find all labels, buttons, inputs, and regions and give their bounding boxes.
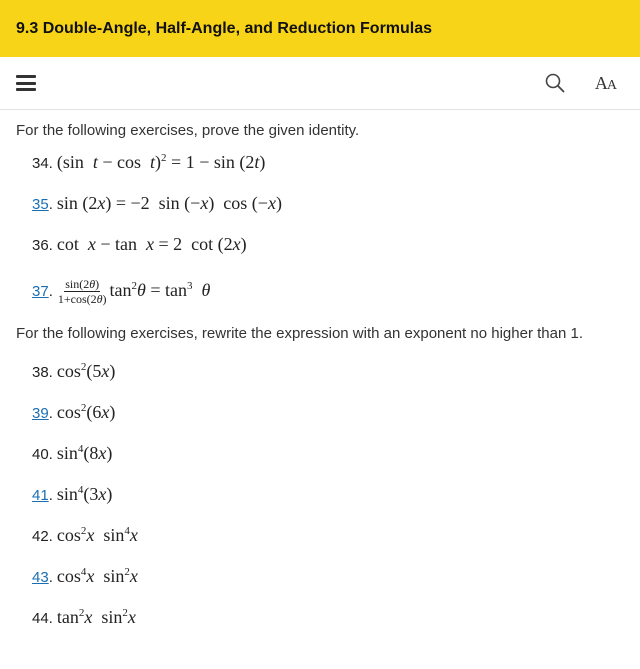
exercise-35: 35 . sin (2x) = −2 sin (−x) cos (−x) — [16, 183, 624, 224]
section-intro: For the following exercises, prove the given identity. — [16, 122, 360, 139]
page-title: 9.3 Double-Angle, Half-Angle, and Reduction Formulas — [16, 19, 433, 37]
exercise-link[interactable]: 41 — [32, 487, 49, 504]
exercise-42 — [16, 515, 624, 556]
exercise-43: 43 . $\cos^4x$ $\sin^2x$ — [16, 556, 624, 597]
exercise-math: cot x − tan x = 2 cot (2x) — [56, 234, 247, 254]
exercise-math: $\cos^4x$ $\sin^2x$ — [56, 566, 138, 586]
exercise-41: 41 . $\sin^4(3x)$ — [16, 474, 624, 515]
exercise-37: 37 . $\frac{\sin(2\theta)}{1+\cos(2\theta)}$ $\tan^2\theta = \tan^3 \theta$ — [16, 265, 624, 315]
book-header — [0, 0, 640, 57]
exercise-36 — [16, 224, 624, 265]
exercise-38 — [16, 351, 624, 392]
section-intro: For the following exercises, rewrite the expression with an exponent no higher than 1. — [16, 325, 583, 342]
exercise-link[interactable]: 43 — [32, 569, 49, 586]
reader-toolbar — [0, 57, 640, 110]
exercise-number: 44. — [32, 610, 53, 627]
exercise-34 — [16, 142, 624, 183]
exercise-math: $\cos^2x$ $\sin^4x$ — [56, 525, 138, 545]
exercise-content — [0, 110, 640, 638]
exercise-link[interactable]: 35 — [32, 196, 49, 213]
exercise-math: $\tan^2x$ $\sin^2x$ — [56, 607, 136, 627]
exercise-number: 38. — [32, 364, 53, 381]
exercise-math: $\sin^4(3x)$ — [56, 484, 113, 504]
exercise-math: $\sin^4(8x)$ — [56, 443, 113, 463]
exercise-math: (sin t − cos t)$^2$ = 1 − sin (2t) — [56, 152, 266, 172]
font-size-icon[interactable]: AA — [594, 72, 616, 93]
exercise-39: 39 . $\cos^2(6x)$ — [16, 392, 624, 433]
exercise-44 — [16, 597, 624, 638]
exercise-link[interactable]: 39 — [32, 405, 49, 422]
exercise-number: 36. — [32, 237, 53, 254]
exercise-math: $\cos^2(6x)$ — [56, 402, 116, 422]
exercise-link[interactable]: 37 — [32, 283, 49, 300]
exercise-40 — [16, 433, 624, 474]
exercise-number: 34. — [32, 155, 53, 172]
exercise-number: 42. — [32, 528, 53, 545]
exercise-math: sin (2x) = −2 sin (−x) cos (−x) — [56, 193, 282, 213]
exercise-number: 40. — [32, 446, 53, 463]
exercise-math: $\cos^2(5x)$ — [56, 361, 116, 381]
hamburger-menu-icon[interactable] — [16, 75, 36, 91]
search-icon[interactable] — [545, 73, 565, 93]
exercise-math: $\frac{\sin(2\theta)}{1+\cos(2\theta)}$ $\tan^2\theta = \tan^3 \theta$ — [57, 277, 211, 307]
